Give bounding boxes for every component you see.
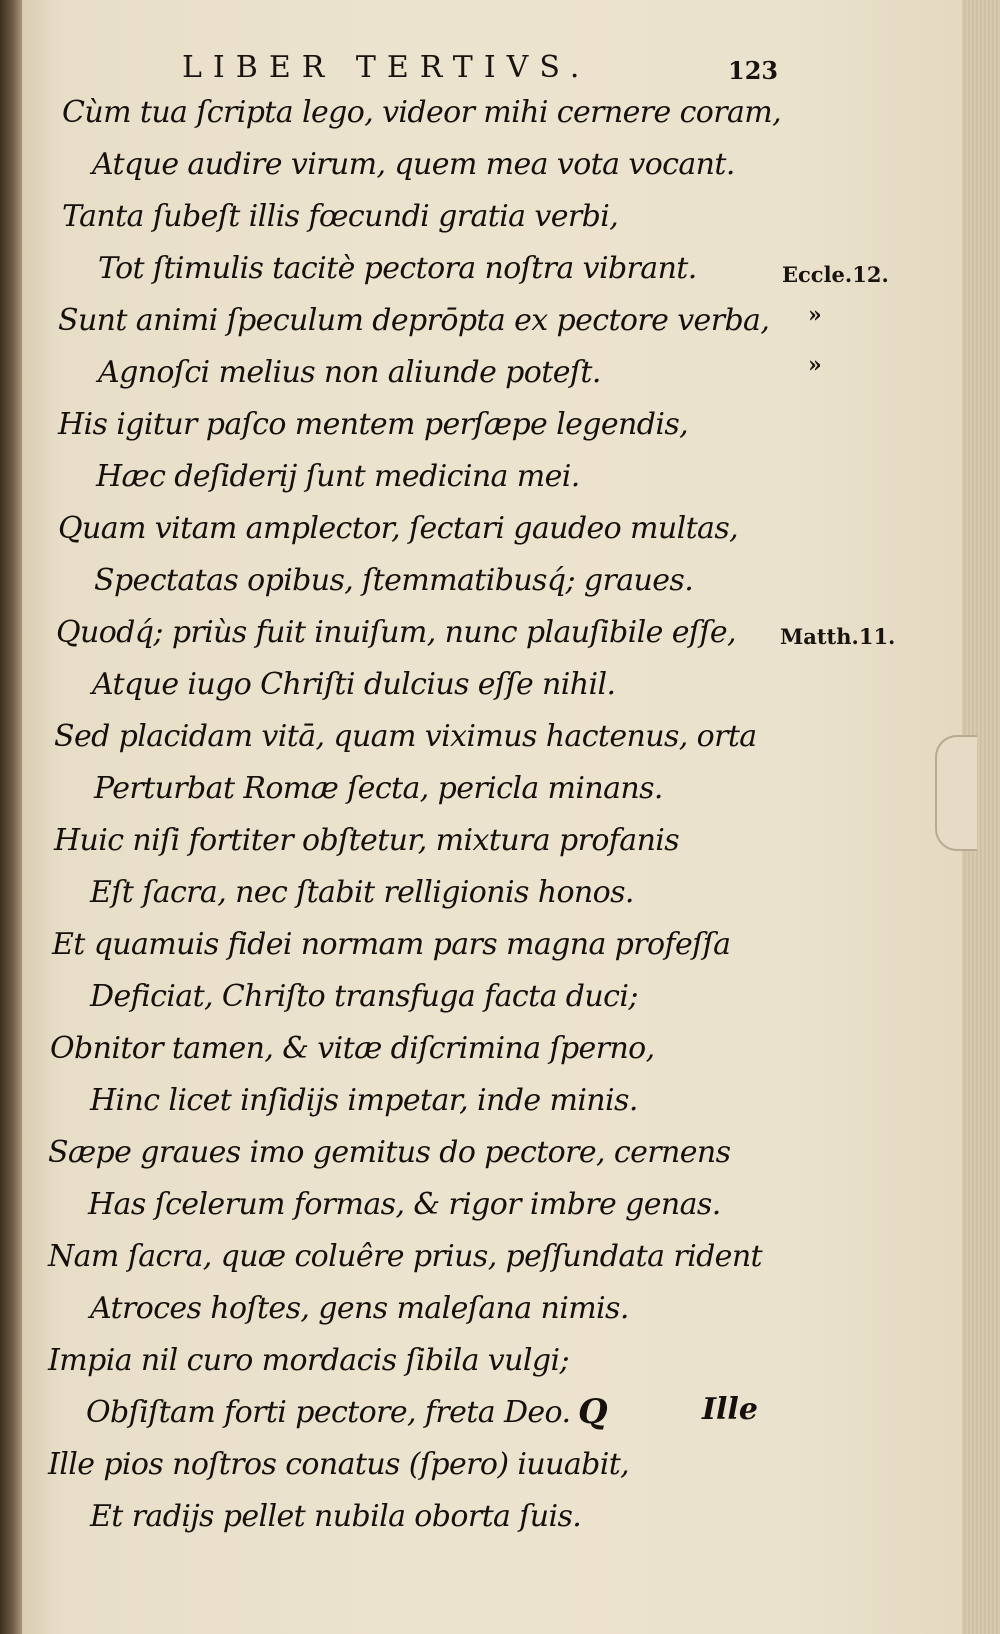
marginal-note-eccle: Eccle.12. — [782, 262, 889, 287]
signature-mark: Q — [578, 1392, 608, 1432]
verse-line: Atroces hoſtes, gens maleſana nimis. — [90, 1291, 629, 1326]
verse-line: Atque iugo Chriſti dulcius eſſe nihil. — [92, 667, 616, 702]
verse-line: Hæc deſiderij ſunt medicina mei. — [96, 459, 580, 494]
verse-line: Hinc licet inſidijs impetar, inde minis. — [90, 1083, 638, 1118]
verse-line: Huic niſi fortiter obſtetur, mixtura profanis — [54, 823, 680, 858]
binding-edge — [0, 0, 22, 1634]
verse-line: Nam ſacra, quæ coluêre prius, peſſundata rident — [48, 1239, 763, 1274]
marginal-quote-mark: » — [808, 352, 822, 378]
verse-line: Sunt animi ſpeculum deprōpta ex pectore verba, — [58, 303, 770, 338]
verse-line: Impia nil curo mordacis ſibila vulgi; — [48, 1343, 569, 1378]
verse-line: Perturbat Romæ ſecta, pericla minans. — [94, 771, 663, 806]
verse-line: Eſt ſacra, nec ſtabit relligionis honos. — [90, 875, 634, 910]
verse-line: Quodq́; priùs fuit inuiſum, nunc plauſibile eſſe, — [56, 615, 736, 650]
verse-line: Agnoſci melius non aliunde poteſt. — [98, 355, 601, 390]
verse-line: Has ſcelerum formas, & rigor imbre genas. — [88, 1187, 721, 1222]
verse-line: Atque audire virum, quem mea vota vocant. — [92, 147, 735, 182]
verse-line: Deficiat, Chriſto transfuga facta duci; — [90, 979, 638, 1014]
verse-line: Quam vitam amplector, ſectari gaudeo multas, — [58, 511, 739, 546]
verse-line: Ille pios noſtros conatus (ſpero) iuuabit, — [48, 1447, 630, 1482]
paper-tab — [935, 735, 977, 851]
verse-line: Et radijs pellet nubila oborta ſuis. — [90, 1499, 582, 1534]
folio-number: 123 — [728, 56, 779, 85]
running-title: LIBER TERTIVS. — [182, 50, 591, 85]
verse-line: Spectatas opibus, ſtemmatibusq́; graues. — [94, 563, 694, 598]
verse-line: His igitur paſco mentem perſæpe legendis, — [58, 407, 689, 442]
verse-line: Et quamuis fidei normam pars magna profeſſa — [52, 927, 731, 962]
marginal-quote-mark: » — [808, 302, 822, 328]
page-leaf — [22, 0, 983, 1634]
marginal-note-matth: Matth.11. — [780, 624, 896, 649]
verse-line: Sæpe graues imo gemitus do pectore, cernens — [48, 1135, 731, 1170]
verse-line: Tot ſtimulis tacitè pectora noſtra vibrant. — [98, 251, 697, 286]
verse-line: Tanta ſubeſt illis fœcundi gratia verbi, — [62, 199, 619, 234]
verse-line: Sed placidam vitā, quam viximus hactenus, orta — [54, 719, 757, 754]
verse-line: Cùm tua ſcripta lego, videor mihi cernere coram, — [62, 95, 782, 130]
verse-line: Obſiſtam forti pectore, freta Deo. — [86, 1395, 571, 1430]
catchword: Ille — [702, 1392, 758, 1427]
verse-line: Obnitor tamen, & vitæ diſcrimina ſperno, — [50, 1031, 655, 1066]
